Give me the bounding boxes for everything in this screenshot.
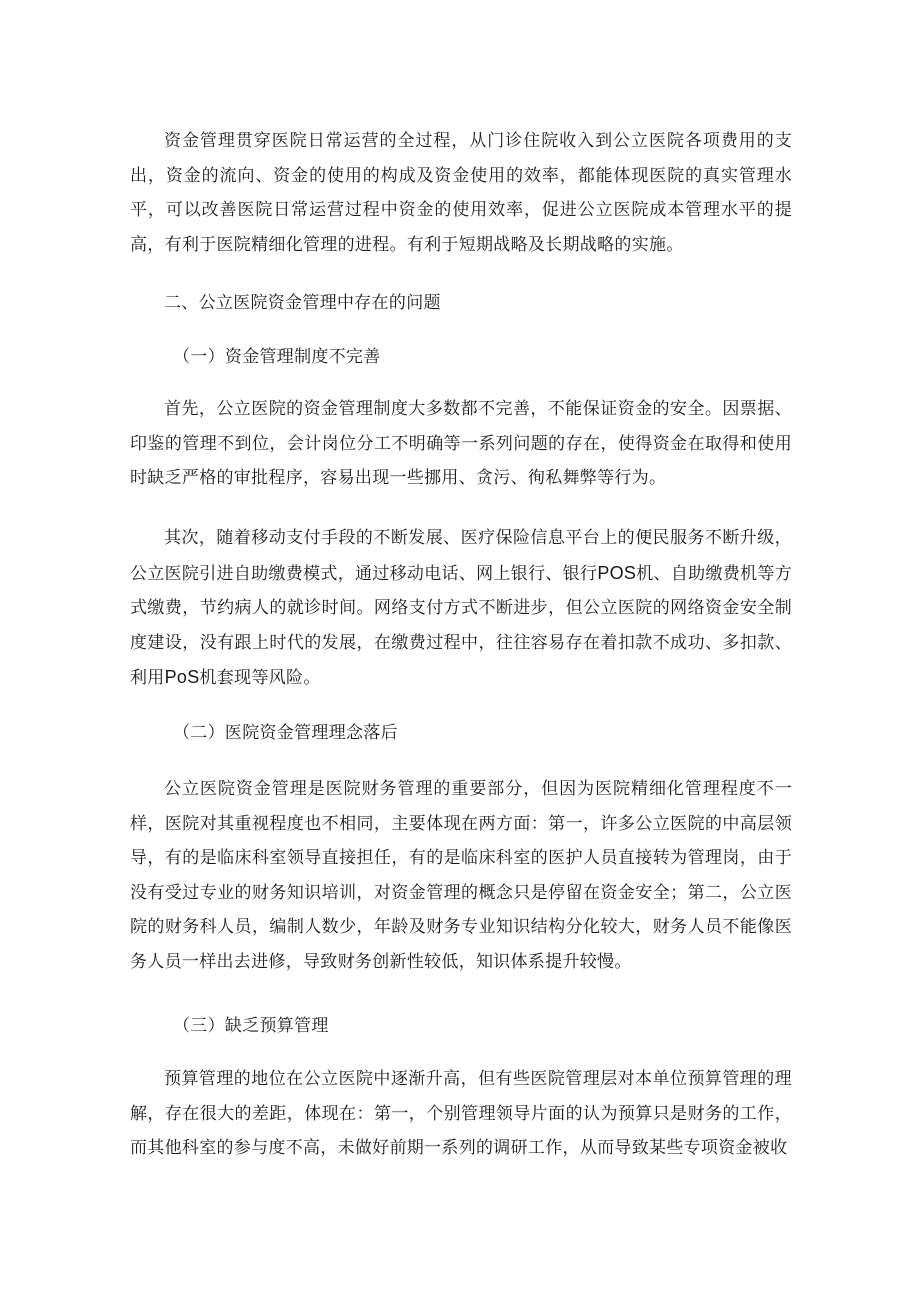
paragraph-mobile-payment (130, 521, 792, 696)
subsection-heading-1: （一）资金管理制度不完善 (173, 347, 381, 367)
paragraph-text-segment: 其次，随着移动支付手段的不断发展、医疗保险信息平台上的便民服务不断升级，公立医院引进自助缴费模式，通过移动电话、网上银行、银行 (130, 528, 792, 584)
paragraph-fund-management-overview: 资金管理贯穿医院日常运营的全过程，从门诊住院收入到公立医院各项费用的支出，资金的流向、资金的使用的构成及资金使用的效率，都能体现医院的真实管理水平，可以改善医院日常运营过程中资金的使用效率，促进公立医院成本管理水平的提高，有利于医院精细化管理的进程。有利于短期战略及长期战略的实施。 (130, 131, 792, 255)
subsection-heading-3: （三）缺乏预算管理 (173, 1016, 329, 1036)
subsection-heading-2: （二）医院资金管理理念落后 (173, 723, 398, 743)
paragraph-text-segment: 机套现等风险。 (199, 668, 321, 688)
section-heading-problems: 二、公立医院资金管理中存在的问题 (164, 293, 441, 313)
pos-term: PoS (164, 667, 200, 687)
paragraph-budget-management: 预算管理的地位在公立医院中逐渐升高，但有些医院管理层对本单位预算管理的理解，存在很大的差距，体现在：第一，个别管理领导片面的认为预算只是财务的工作，而其他科室的参与度不高，未做好前期一系列的调研工作，从而导致某些专项资金被收 (130, 1069, 792, 1158)
paragraph-text-segment: 机、自助缴费机等方式缴费，节约病人的就诊时间。网络支付方式不断进步，但公立医院的网络资金安全制度建设，没有跟上时代的发展，在缴费过程中，往往容易存在着扣款不成功、多扣款、利用 (130, 563, 793, 688)
paragraph-first-issue: 首先，公立医院的资金管理制度大多数都不完善，不能保证资金的安全。因票据、印鉴的管理不到位，会计岗位分工不明确等一系列问题的存在，使得资金在取得和使用时缺乏严格的审批程序，容易出现一些挪用、贪污、徇私舞弊等行为。 (130, 399, 792, 488)
paragraph-management-concept: 公立医院资金管理是医院财务管理的重要部分，但因为医院精细化管理程度不一样，医院对其重视程度也不相同，主要体现在两方面：第一，许多公立医院的中高层领导，有的是临床科室领导直接担任，有的是临床科室的医护人员直接转为管理岗，由于没有受过专业的财务知识培训，对资金管理的概念只是停留在资金安全；第二，公立医院的财务科人员，编制人数少，年龄及财务专业知识结构分化较大，财务人员不能像医务人员一样出去进修，导致财务创新性较低，知识体系提升较慢。 (130, 779, 792, 972)
pos-term: POS (597, 562, 637, 583)
